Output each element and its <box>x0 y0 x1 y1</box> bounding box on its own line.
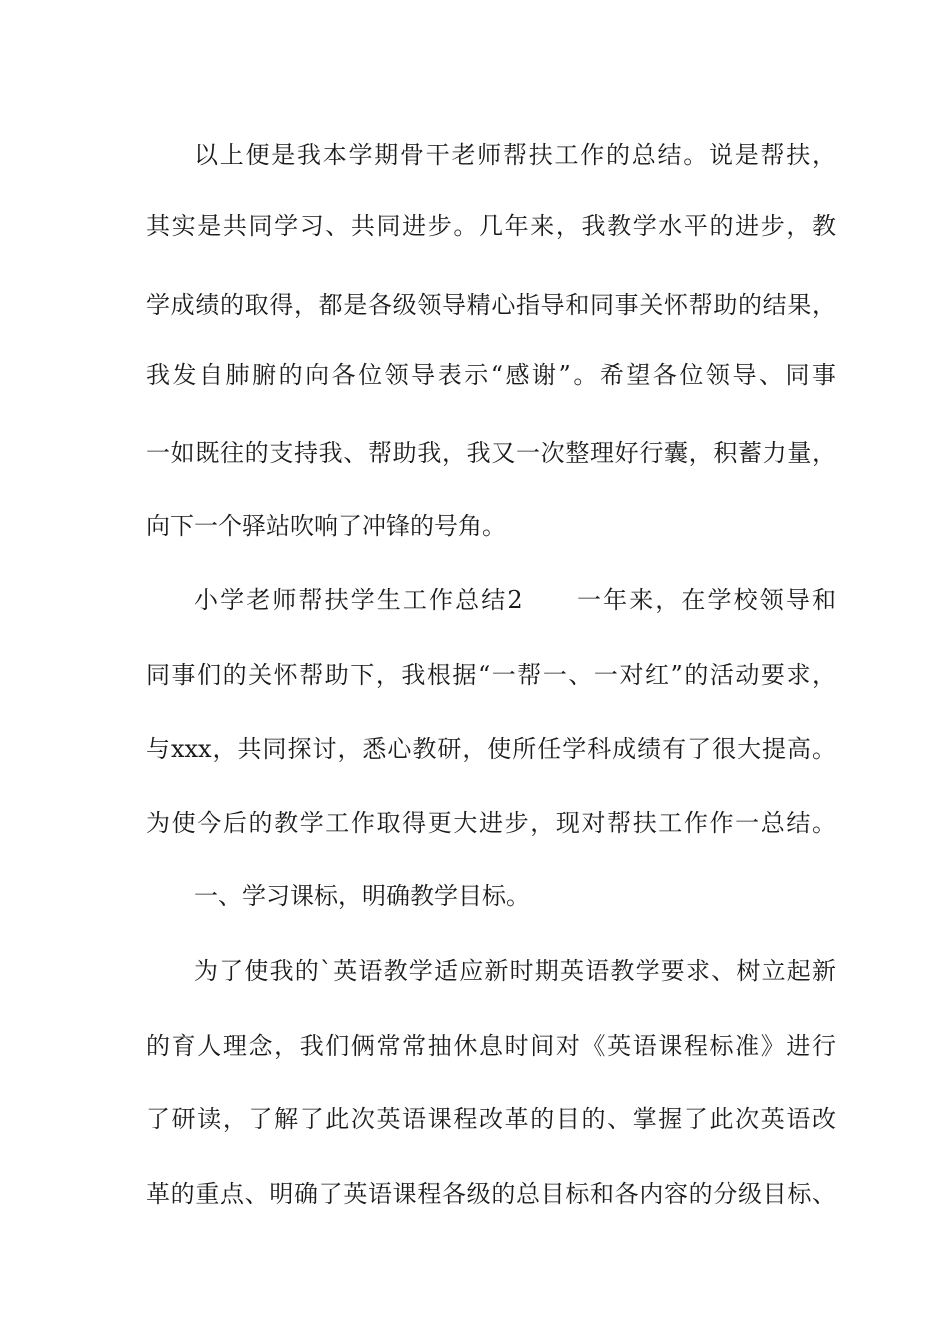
text-line: 我发自肺腑的向各位领导表示“感谢”。希望各位领导、同事 <box>146 361 836 389</box>
text-line: 学成绩的取得，都是各级领导精心指导和同事关怀帮助的结果， <box>146 291 836 319</box>
text-line: 同事们的关怀帮助下，我根据“一帮一、一对红”的活动要求， <box>146 661 836 689</box>
text-line: 向下一个驿站吹响了冲锋的号角。 <box>146 512 506 540</box>
text-line: 为了使我的`英语教学适应新时期英语教学要求、树立起新 <box>194 957 836 985</box>
text-line: 革的重点、明确了英语课程各级的总目标和各内容的分级目标、 <box>146 1180 836 1208</box>
text-line: 一、学习课标，明确教学目标。 <box>194 882 530 910</box>
text-line: 以上便是我本学期骨干老师帮扶工作的总结。说是帮扶， <box>194 141 836 169</box>
text-line: 为使今后的教学工作取得更大进步，现对帮扶工作作一总结。 <box>146 809 836 837</box>
text-line: 与xxx，共同探讨，悉心教研，使所任学科成绩有了很大提高。 <box>146 735 836 763</box>
text-line: 小学老师帮扶学生工作总结2 一年来，在学校领导和 <box>194 586 836 614</box>
text-line: 一如既往的支持我、帮助我，我又一次整理好行囊，积蓄力量， <box>146 439 836 467</box>
text-line: 其实是共同学习、共同进步。几年来，我教学水平的进步，教 <box>146 212 836 240</box>
text-line: 的育人理念，我们俩常常抽休息时间对《英语课程标准》进行 <box>146 1032 836 1060</box>
text-line: 了研读，了解了此次英语课程改革的目的、掌握了此次英语改 <box>146 1105 836 1133</box>
